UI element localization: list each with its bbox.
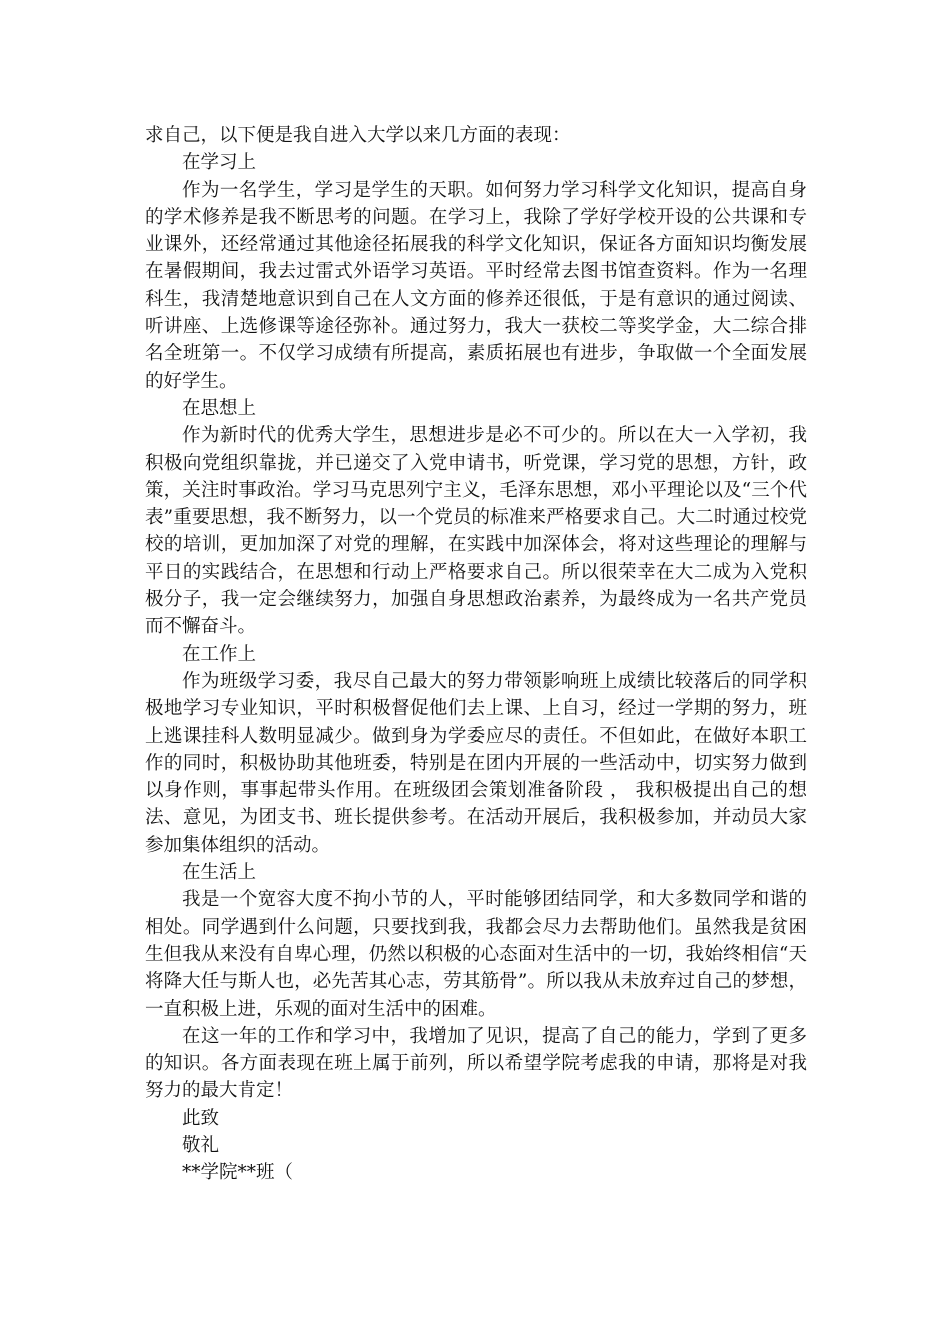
section-body-work: 作为班级学习委，我尽自己最大的努力带领影响班上成绩比较落后的同学积极地学习专业知识，平时积极督促他们去上课、上自习，经过一学期的努力，班上逃课挂科人数明显减少。做到身为学委应尽的责任。不但如此，在做好本职工作的同时，积极协助其他班委，特别是在团内开展的一些活动中，切实努力做到以身作则，事事起带头作用。在班级团会策划准备阶段 ， 我积极提出自己的想法、意见，为团支书、班长提供参考。在活动开展后，我积极参加，并动员大家参加集体组织的活动。 xyxy=(145,670,807,856)
section-body-life: 我是一个宽容大度不拘小节的人，平时能够团结同学，和大多数同学和谐的相处。同学遇到什么问题，只要找到我，我都会尽力去帮助他们。虽然我是贫困生但我从来没有自卑心理，仍然以积极的心态面对生活中的一切，我始终相信“天将降大任与斯人也，必先苦其心志，劳其筋骨”。所以我从未放弃过自己的梦想，一直积极上进，乐观的面对生活中的困难。 xyxy=(145,889,807,1020)
intro-paragraph: 求自己，以下便是我自进入大学以来几方面的表现： xyxy=(145,125,571,146)
signature-line: **学院**班（ xyxy=(182,1162,294,1184)
section-heading-life: 在生活上 xyxy=(182,862,257,884)
document-page xyxy=(145,122,807,1187)
section-heading-study: 在学习上 xyxy=(182,152,257,174)
section-body-thought: 作为新时代的优秀大学生，思想进步是必不可少的。所以在大一入学初，我积极向党组织靠拢，并已递交了入党申请书，听党课，学习党的思想，方针，政策，关注时事政治。学习马克思列宁主义，毛泽东思想，邓小平理论以及“三个代表”重要思想，我不断努力，以一个党员的标准来严格要求自己。大二时通过校党校的培训，更加加深了对党的理解，在实践中加深体会，将对这些理论的理解与平日的实践结合，在思想和行动上严格要求自己。所以很荣幸在大二成为入党积极分子，我一定会继续努力，加强自身思想政治素养，为最终成为一名共产党员而不懈奋斗。 xyxy=(145,425,807,638)
closing-salutation: 此致 xyxy=(182,1107,220,1129)
section-body-study: 作为一名学生，学习是学生的天职。如何努力学习科学文化知识，提高自身的学术修养是我不断思考的问题。在学习上，我除了学好学校开设的公共课和专业课外，还经常通过其他途径拓展我的科学文化知识，保证各方面知识均衡发展在暑假期间，我去过雷式外语学习英语。平时经常去图书馆查资料。作为一名理科生，我清楚地意识到自己在人文方面的修养还很低，于是有意识的通过阅读、听讲座、上选修课等途径弥补。通过努力，我大一获校二等奖学金，大二综合排名全班第一。不仅学习成绩有所提高，素质拓展也有进步，争取做一个全面发展的好学生。 xyxy=(145,179,807,392)
conclusion-paragraph: 在这一年的工作和学习中，我增加了见识，提高了自己的能力，学到了更多的知识。各方面表现在班上属于前列，所以希望学院考虑我的申请，那将是对我努力的最大肯定！ xyxy=(145,1025,807,1102)
section-heading-work: 在工作上 xyxy=(182,643,257,665)
section-heading-thought: 在思想上 xyxy=(182,397,257,419)
closing-regards: 敬礼 xyxy=(182,1134,220,1156)
